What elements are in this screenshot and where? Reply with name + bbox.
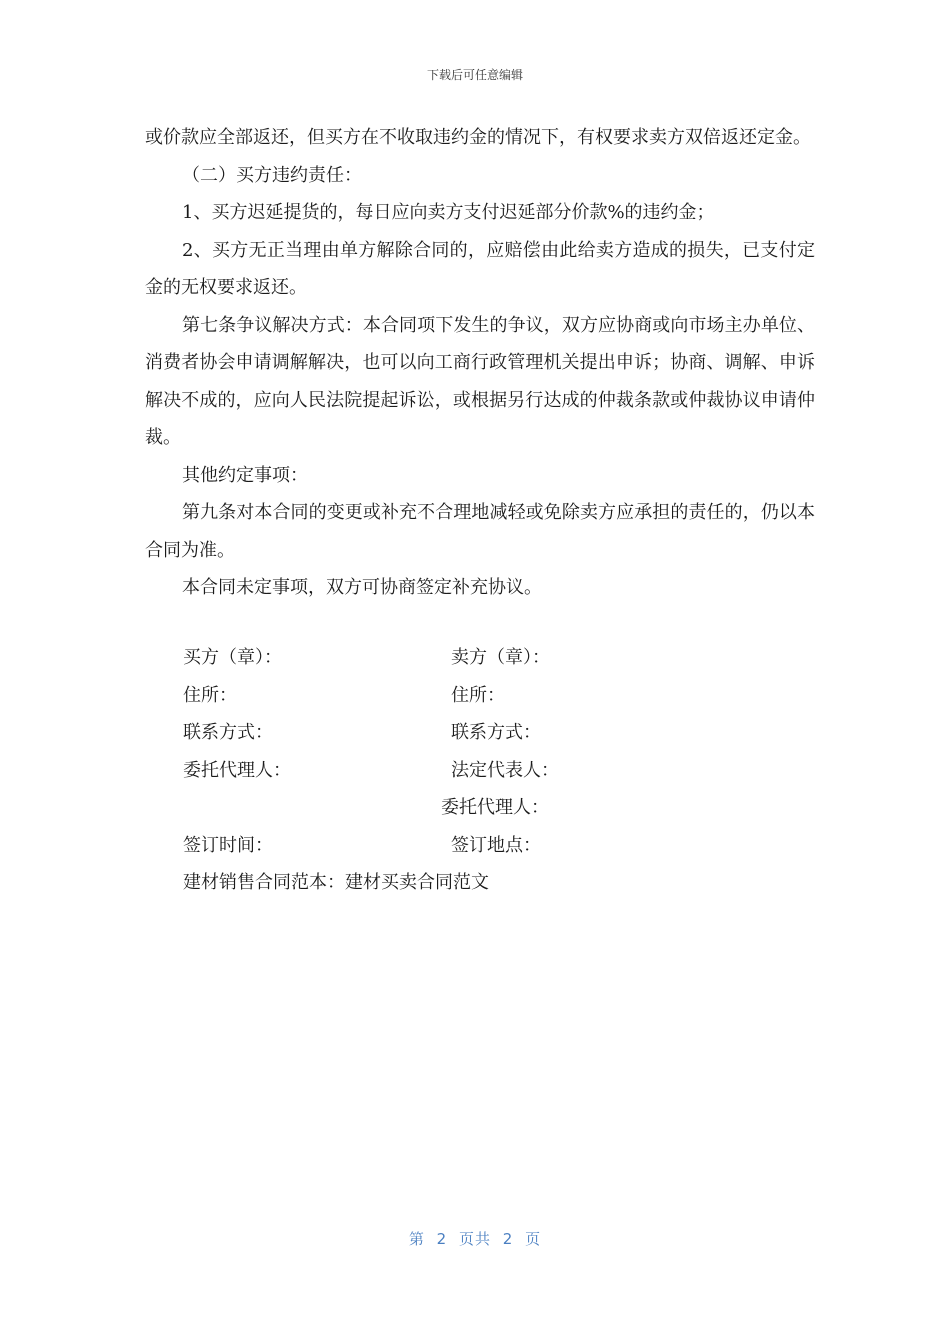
buyer-agent-label: 委托代理人：	[183, 759, 291, 781]
page-header: 下载后可任意编辑	[426, 68, 523, 82]
buyer-address-label: 住所：	[183, 684, 237, 706]
signature-row-address	[183, 677, 743, 715]
paragraph-refund-deposit: 或价款应全部返还，但买方在不收取违约金的情况下，有权要求卖方双倍返还定金。	[145, 127, 811, 148]
heading-buyer-liability: （二）买方违约责任：	[182, 164, 362, 186]
seller-contact-label: 联系方式：	[451, 722, 541, 743]
signature-row-contact	[183, 714, 743, 752]
seller-agent-label: 委托代理人：	[441, 797, 549, 818]
signature-row-seller-agent	[183, 789, 743, 827]
page-number-footer: 第 2 页共 2 页	[408, 1230, 542, 1248]
signature-block	[183, 639, 743, 864]
paragraph-supplementary-agreement: 本合同未定事项，双方可协商签定补充协议。	[182, 577, 542, 598]
seller-seal-label: 卖方（章）：	[451, 647, 550, 668]
document-body	[145, 119, 815, 607]
seller-address-label: 住所：	[451, 684, 505, 706]
signature-row-agent	[183, 752, 743, 790]
heading-other-matters: 其他约定事项：	[182, 464, 308, 486]
closing-line: 建材销售合同范本：建材买卖合同范文	[183, 872, 489, 893]
seller-legal-rep-label: 法定代表人：	[451, 759, 559, 781]
sign-time-label: 签订时间：	[183, 834, 273, 856]
sign-place-label: 签订地点：	[451, 834, 541, 856]
paragraph-delay-pickup: 1、买方迟延提货的，每日应向卖方支付迟延部分价款%的违约金；	[182, 202, 715, 223]
paragraph-unilateral-termination: 2、买方无正当理由单方解除合同的，应赔偿由此给卖方造成的损失，已支付定金的无权要求返还。	[145, 239, 815, 298]
buyer-contact-label: 联系方式：	[183, 722, 273, 743]
buyer-seal-label: 买方（章）：	[183, 647, 282, 668]
paragraph-dispute-resolution: 第七条争议解决方式：本合同项下发生的争议，双方应协商或向市场主办单位、消费者协会申请调解解决，也可以向工商行政管理机关提出申诉；协商、调解、申诉解决不成的，应向人民法院提起诉讼，或根据另行达成的仲裁条款或仲裁协议申请仲裁。	[145, 314, 815, 448]
signature-row-seal	[183, 639, 743, 677]
signature-row-time-place	[183, 827, 743, 865]
paragraph-article-nine: 第九条对本合同的变更或补充不合理地减轻或免除卖方应承担的责任的，仍以本合同为准。	[145, 502, 815, 561]
